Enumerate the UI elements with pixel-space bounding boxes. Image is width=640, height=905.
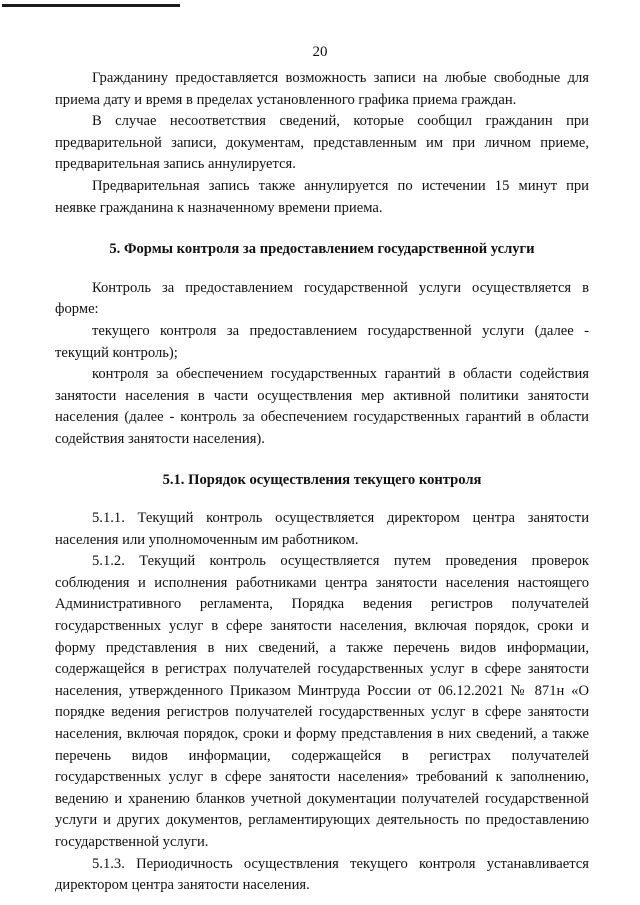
paragraph: Контроль за предоставлением государственной услуги осуществляется в форме: [55, 279, 589, 318]
paragraph: Предварительная запись также аннулируется по истечении 15 минут при неявке гражданина к назначенному времени приема. [55, 177, 589, 216]
paragraph: текущего контроля за предоставлением государственной услуги (далее - текущий контроль); [55, 322, 589, 361]
page-number: 20 [312, 44, 328, 60]
paragraph: 5.1.3. Периодичность осуществления текущего контроля устанавливается директором центра занятости населения. [55, 855, 589, 894]
paragraph: 5.1.2. Текущий контроль осуществляется путем проведения проверок соблюдения и исполнения работниками центра занятости населения настоящего Административного регламента, Порядка ведения регистров получателей государственных услуг в сфере занятости населения, включая порядок, сроки и форму представления в них сведений, а также перечень видов информации, содержащейся в регистрах получателей государственных услуг в сфере занятости населения, утвержденного Приказом Минтруда России от 06.12.2021 № 871н «О порядке ведения регистров получателей государственных услуг в сфере занятости населения, включая порядок, сроки и форму представления в них сведений, а также перечень видов информации, содержащейся в регистрах получателей государственных услуг в сфере занятости населения» требований к заполнению, ведению и хранению бланков учетной документации получателей государственной услуги и других документов, регламентирующих деятельность по предоставлению государственной услуги. [55, 553, 589, 850]
paragraph: В случае несоответствия сведений, которые сообщил гражданин при предварительной записи, документам, представленным им при личном приеме, предварительная запись аннулируется. [55, 113, 589, 173]
section-heading: 5. Формы контроля за предоставлением государственной услуги [109, 241, 535, 258]
paragraph: Гражданину предоставляется возможность записи на любые свободные для приема дату и время в пределах установленного графика приема граждан. [55, 70, 589, 108]
subsection-heading: 5.1. Порядок осуществления текущего контроля [162, 471, 482, 488]
top-rule [2, 4, 180, 7]
paragraph: 5.1.1. Текущий контроль осуществляется директором центра занятости населения или уполномоченным им работником. [55, 510, 589, 548]
document-body [55, 68, 589, 897]
paragraph: контроля за обеспечением государственных гарантий в области содействия занятости населения в части осуществления мер активной политики занятости населения (далее - контроль за обеспечением государственных гарантий в области содействия занятости населения). [55, 366, 589, 447]
